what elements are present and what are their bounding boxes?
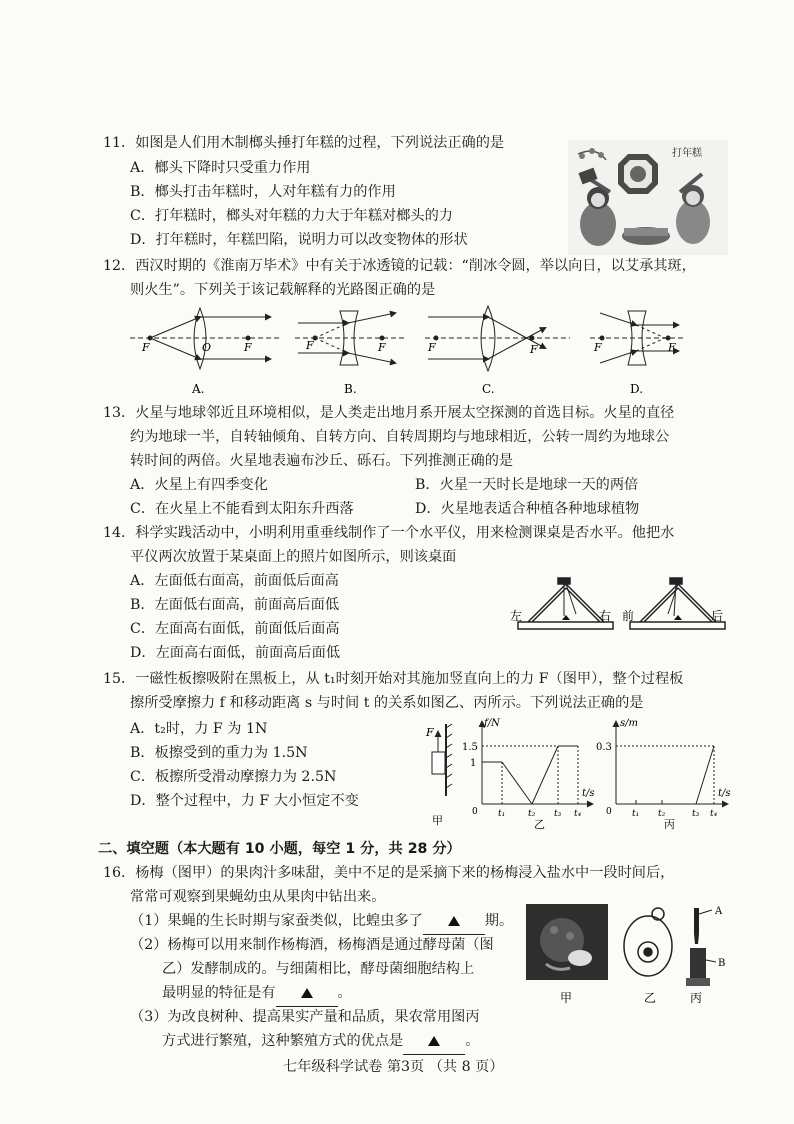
q12-stem-line1: 12．西汉时期的《淮南万毕术》中有关于冰透镜的记载：“削冰令圆，举以向日，以艾承其斑， [103,258,696,274]
q16-part3-line2 [162,1030,479,1055]
q15-stem-line2: 擦所受摩擦力 f 和移动距离 s 与时间 t 的关系如图乙、丙所示。下列说法正确的是 [130,695,644,711]
q15-bing-t3: t₃ [692,809,700,819]
q15-yi-t4: t₄ [574,809,582,819]
q16-label-a: A [715,906,723,917]
q15-yi-t1: t₁ [498,809,506,819]
q15-option-b: B．板擦受到的重力为 1.5N [130,745,308,761]
q13-stem-line2: 约为地球一半，自转轴倾角、自转方向、自转周期均与地球相近，公转一周约为地球公 [130,429,670,445]
q16-part1 [130,910,513,935]
q16-part2-blank[interactable] [276,982,338,1007]
q16-label-yi: 乙 [644,991,657,1005]
q15-option-d: D．整个过程中，力 F 大小恒定不变 [130,793,359,809]
q14-option-a: A．左面低右面高，前面低后面高 [130,573,339,589]
q15-label-yi: 乙 [534,818,545,830]
q13-option-d: D．火星地表适合种植各种地球植物 [415,501,640,517]
q11-option-d: D．打年糕时，年糕凹陷，说明力可以改变物体的形状 [130,232,468,248]
q15-yi-y1: 1 [470,758,477,769]
q12-diagram-c [425,306,570,371]
q12-label-a: A. [192,382,205,396]
q12-b-f-right: F [378,341,386,354]
q16-part2-text: 最明显的特征是有 [162,985,276,1001]
q12-diagram-b [295,311,405,365]
q15-fig-yi [482,722,592,804]
q12-diagram-a [130,308,280,369]
answer-triangle-icon [301,988,313,998]
q15-bing-y-axis: s/m [620,718,638,729]
q12-d-f-left: F [594,341,602,354]
q12-stem-line2: 则火生”。下列关于该记载解释的光路图正确的是 [130,282,436,298]
q16-part3-blank[interactable] [403,1030,465,1055]
q15-fig-bing [616,722,727,804]
q11-rice-cake-illustration [568,140,728,255]
q16-stem-line2: 常常可观察到果蝇幼虫从果肉中钻出来。 [130,889,386,905]
q14-stem-line1: 14．科学实践活动中，小明利用重垂线制作了一个水平仪，用来检测课桌是否水平。他把水 [103,525,675,541]
q12-a-o: O [202,341,212,354]
answer-triangle-icon [428,1036,440,1046]
q15-bing-t1: t₁ [632,809,640,819]
q14-label-front: 前 [622,609,635,623]
q12-d-f-right: F [668,341,676,354]
q15-bing-t4: t₄ [710,809,718,819]
q16-stem-line1: 16．杨梅（图甲）的果肉汁多味甜，美中不足的是采摘下来的杨梅浸入盐水中一段时间后， [103,865,675,881]
q12-light-path-diagrams [120,303,700,398]
q12-label-b: B. [344,382,357,396]
q14-label-back: 后 [711,609,724,623]
q11-option-b: B．榔头打击年糕时，人对年糕有力的作用 [130,184,396,200]
q15-option-a: A．t₂时，力 F 为 1N [130,721,268,737]
answer-triangle-icon [448,916,460,926]
q11-option-c: C．打年糕时，榔头对年糕的力大于年糕对榔头的力 [130,208,453,224]
q13-stem-line3: 转时间的两倍。火星地表遍布沙丘、砾石。下列推测正确的是 [130,453,514,469]
q13-option-c: C．在火星上不能看到太阳东升西落 [130,501,354,517]
q11-stem: 11．如图是人们用木制榔头捶打年糕的过程，下列说法正确的是 [103,135,505,151]
q11-option-a: A．榔头下降时只受重力作用 [130,160,311,176]
q16-label-jia: 甲 [560,991,573,1005]
q12-b-f-left: F [306,339,314,352]
q15-bing-y03: 0.3 [596,742,612,753]
q15-option-c: C．板擦所受滑动摩擦力为 2.5N [130,769,337,785]
q16-label-bing: 丙 [690,991,703,1005]
q16-part3-line1: （3）为改良树种、提高果实产量和品质，果农常用图丙 [130,1009,480,1025]
q16-part1-text: （1）果蝇的生长时期与家蚕类似，比蝗虫多了 [130,913,423,929]
q16-part2-line2: 乙）发酵制成的。与细菌相比，酵母菌细胞结构上 [162,961,475,977]
q11-picture-caption: 打年糕 [672,148,702,159]
q15-figures [422,716,732,830]
q12-diagram-d [590,311,685,365]
q16-part1-blank[interactable] [423,910,485,935]
q12-a-f-left: F [142,341,150,354]
q15-label-jia: 甲 [432,814,443,827]
q14-label-left: 左 [510,609,523,623]
q15-bing-t2: t₂ [658,809,666,819]
q15-stem-line1: 15．一磁性板擦吸附在黑板上，从 t₁时刻开始对其施加竖直向上的力 F（图甲），整个过程板 [103,671,684,687]
q13-stem-line1: 13．火星与地球邻近且环境相似，是人类走出地月系开展太空探测的首选目标。火星的直径 [103,405,675,421]
q15-yi-y-axis: f/N [484,718,500,729]
q16-part2-after: 。 [337,985,352,1001]
q14-level-diagrams [508,572,733,644]
q15-yi-t2: t₂ [528,809,536,819]
q12-c-f-right: F [530,343,538,356]
q12-label-c: C. [482,382,495,396]
section-2-heading: 二、填空题（本大题有 10 小题，每空 1 分，共 28 分） [98,841,461,857]
q14-label-right: 右 [599,609,612,623]
q16-figures [526,900,736,1015]
q16-part3-after: 。 [465,1033,480,1049]
q13-option-a: A．火星上有四季变化 [130,477,268,493]
q12-a-f-right: F [244,341,252,354]
q13-option-b: B．火星一天时长是地球一天的两倍 [415,477,639,493]
q16-part1-after: 期。 [484,913,514,929]
q15-yi-t3: t₃ [554,809,562,819]
q12-c-f-left: F [428,341,436,354]
q16-part2-line1: （2）杨梅可以用来制作杨梅酒，杨梅酒是通过酵母菌（图 [130,937,494,953]
q14-option-d: D．左面高右面低，前面高后面低 [130,645,341,661]
q14-option-c: C．左面高右面低，前面低后面高 [130,621,340,637]
q14-stem-line2: 平仪两次放置于某桌面上的照片如图所示，则该桌面 [130,549,457,565]
q15-bing-zero: 0 [606,807,612,817]
q16-part2-line3 [162,982,352,1007]
q15-fig-jia [432,724,452,796]
page-footer: 七年级科学试卷 第3页 （共 8 页） [283,1059,504,1075]
q16-part3-text: 方式进行繁殖，这种繁殖方式的优点是 [162,1033,404,1049]
q15-yi-zero: 0 [472,807,478,817]
q15-yi-t-axis: t/s [582,788,595,799]
q16-label-b: B [718,958,726,969]
q14-option-b: B．左面低右面高，前面高后面低 [130,597,340,613]
q15-yi-y15: 1.5 [462,742,478,753]
q15-bing-t-axis: t/s [718,788,731,799]
q15-label-bing: 丙 [664,818,675,830]
q15-fig-f: F [426,726,434,739]
q12-label-d: D. [630,382,644,396]
